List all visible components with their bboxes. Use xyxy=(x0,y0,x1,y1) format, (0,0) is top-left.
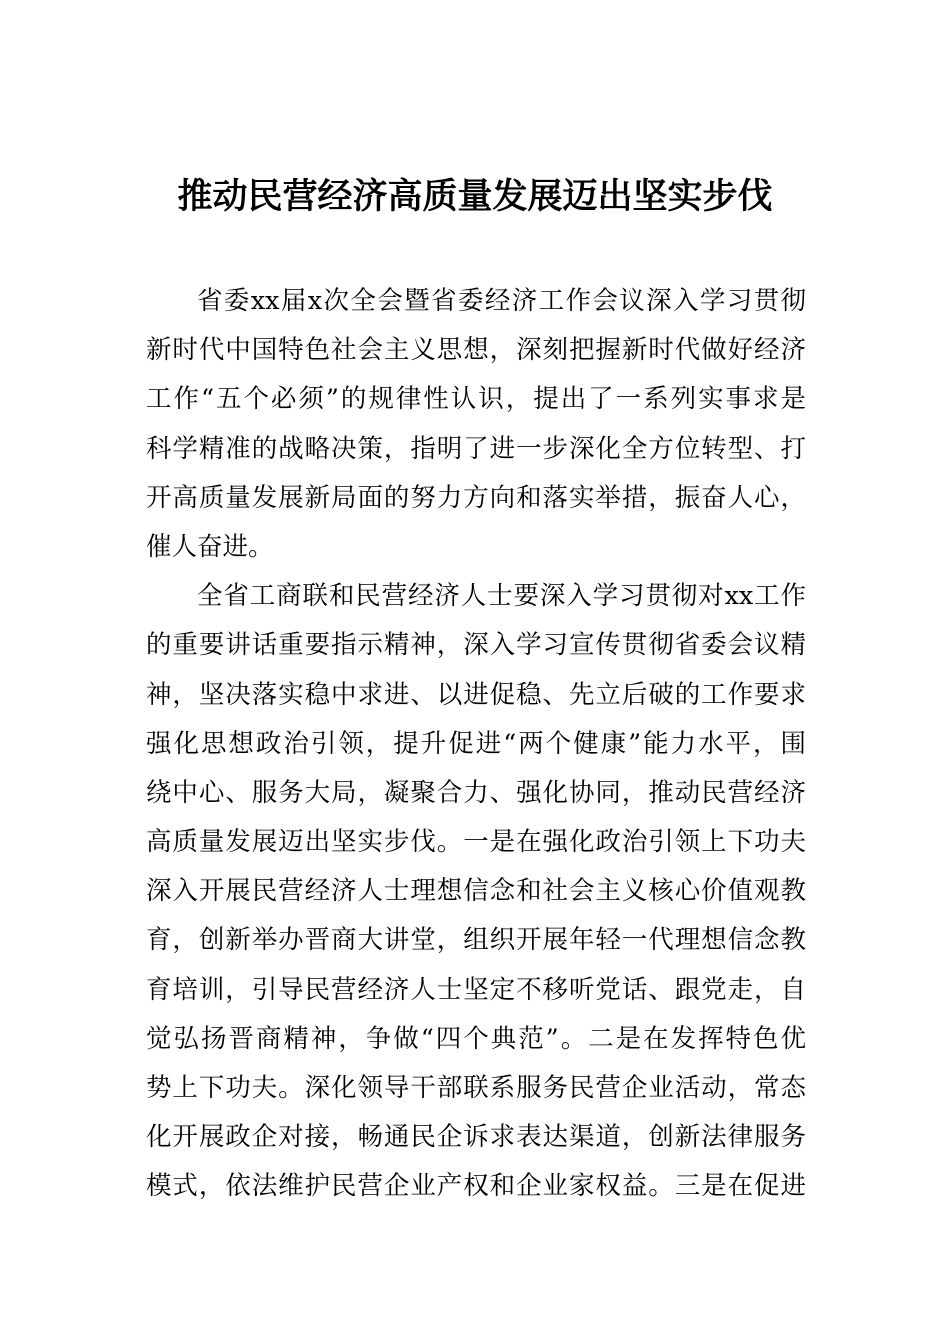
text-line: 觉弘扬晋商精神，争做“四个典范”。二是在发挥特色优 xyxy=(146,1023,806,1054)
text-line: 全省工商联和民营经济人士要深入学习贯彻对xx工作 xyxy=(197,581,806,612)
paragraph-1 xyxy=(146,277,806,572)
text-line: 科学精准的战略决策，指明了进一步深化全方位转型、打 xyxy=(146,433,806,464)
text-line: 强化思想政治引领，提升促进“两个健康”能力水平，围 xyxy=(146,728,806,759)
text-line: 育培训，引导民营经济人士坚定不移听党话、跟党走，自 xyxy=(146,974,806,1005)
text-line: 化开展政企对接，畅通民企诉求表达渠道，创新法律服务 xyxy=(146,1122,806,1153)
document-body xyxy=(146,277,806,1212)
text-line: 神，坚决落实稳中求进、以进促稳、先立后破的工作要求 xyxy=(146,679,806,710)
text-line: 高质量发展迈出坚实步伐。一是在强化政治引领上下功夫 xyxy=(146,827,806,858)
document-title: 推动民营经济高质量发展迈出坚实步伐 xyxy=(177,176,773,217)
text-line: 绕中心、服务大局，凝聚合力、强化协同，推动民营经济 xyxy=(146,777,806,808)
text-line: 开高质量发展新局面的努力方向和落实举措，振奋人心， xyxy=(146,482,806,513)
text-line: 催人奋进。 xyxy=(146,531,274,562)
text-line: 省委xx届x次全会暨省委经济工作会议深入学习贯彻 xyxy=(197,286,806,316)
text-line: 工作“五个必须”的规律性认识，提出了一系列实事求是 xyxy=(146,384,806,415)
text-line: 模式，依法维护民营企业产权和企业家权益。三是在促进 xyxy=(146,1171,806,1202)
text-line: 势上下功夫。深化领导干部联系服务民营企业活动，常态 xyxy=(146,1073,806,1103)
paragraph-2 xyxy=(146,572,806,1211)
text-line: 的重要讲话重要指示精神，深入学习宣传贯彻省委会议精 xyxy=(146,630,806,661)
text-line: 新时代中国特色社会主义思想，深刻把握新时代做好经济 xyxy=(146,335,806,366)
text-line: 深入开展民营经济人士理想信念和社会主义核心价值观教 xyxy=(146,876,806,907)
text-line: 育，创新举办晋商大讲堂，组织开展年轻一代理想信念教 xyxy=(146,925,806,956)
